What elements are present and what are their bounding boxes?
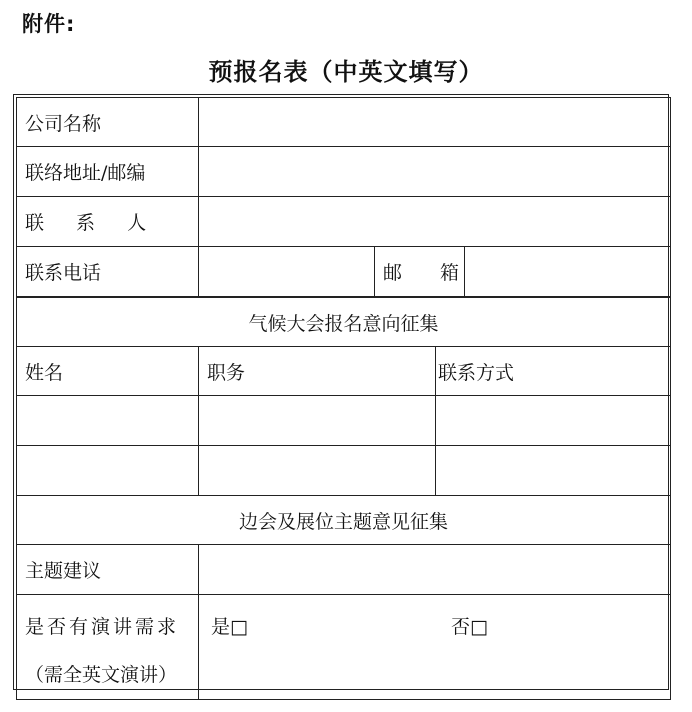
speech-requirement-cell [17, 595, 199, 700]
no-checkbox[interactable]: 否□ [451, 616, 488, 638]
email-label: 邮 箱 [375, 247, 465, 297]
company-name-field[interactable] [199, 98, 671, 147]
topic-label: 主题建议 [17, 545, 199, 595]
email-field[interactable] [465, 247, 671, 297]
header-position: 职务 [199, 347, 436, 396]
phone-field[interactable] [199, 247, 375, 297]
registration-section-title: 气候大会报名意向征集 [17, 298, 671, 347]
company-info-table [16, 97, 671, 297]
topic-field[interactable] [199, 545, 671, 595]
name-field[interactable] [17, 396, 199, 446]
speech-options-cell [199, 595, 671, 700]
form-title: 预报名表（中英文填写） [208, 57, 484, 86]
contact-person-field[interactable] [199, 197, 671, 247]
contact-person-label: 联 系 人 [17, 197, 199, 247]
header-name: 姓名 [17, 347, 199, 396]
phone-label: 联系电话 [17, 247, 199, 297]
address-label: 联络地址/邮编 [17, 147, 199, 197]
yes-checkbox[interactable]: 是□ [211, 616, 248, 638]
position-field[interactable] [199, 396, 436, 446]
position-field[interactable] [199, 446, 436, 496]
header-contact: 联系方式 [436, 347, 671, 396]
speech-label: 是否有演讲需求 [25, 616, 180, 638]
table-row [17, 446, 671, 496]
attachment-label: 附件: [22, 12, 76, 36]
contact-field[interactable] [436, 396, 671, 446]
address-field[interactable] [199, 147, 671, 197]
speech-note: （需全英文演讲） [25, 664, 178, 686]
company-name-label: 公司名称 [17, 98, 199, 147]
contact-field[interactable] [436, 446, 671, 496]
side-event-section-title: 边会及展位主题意见征集 [17, 496, 671, 545]
name-field[interactable] [17, 446, 199, 496]
registration-table [16, 297, 671, 700]
table-row [17, 396, 671, 446]
